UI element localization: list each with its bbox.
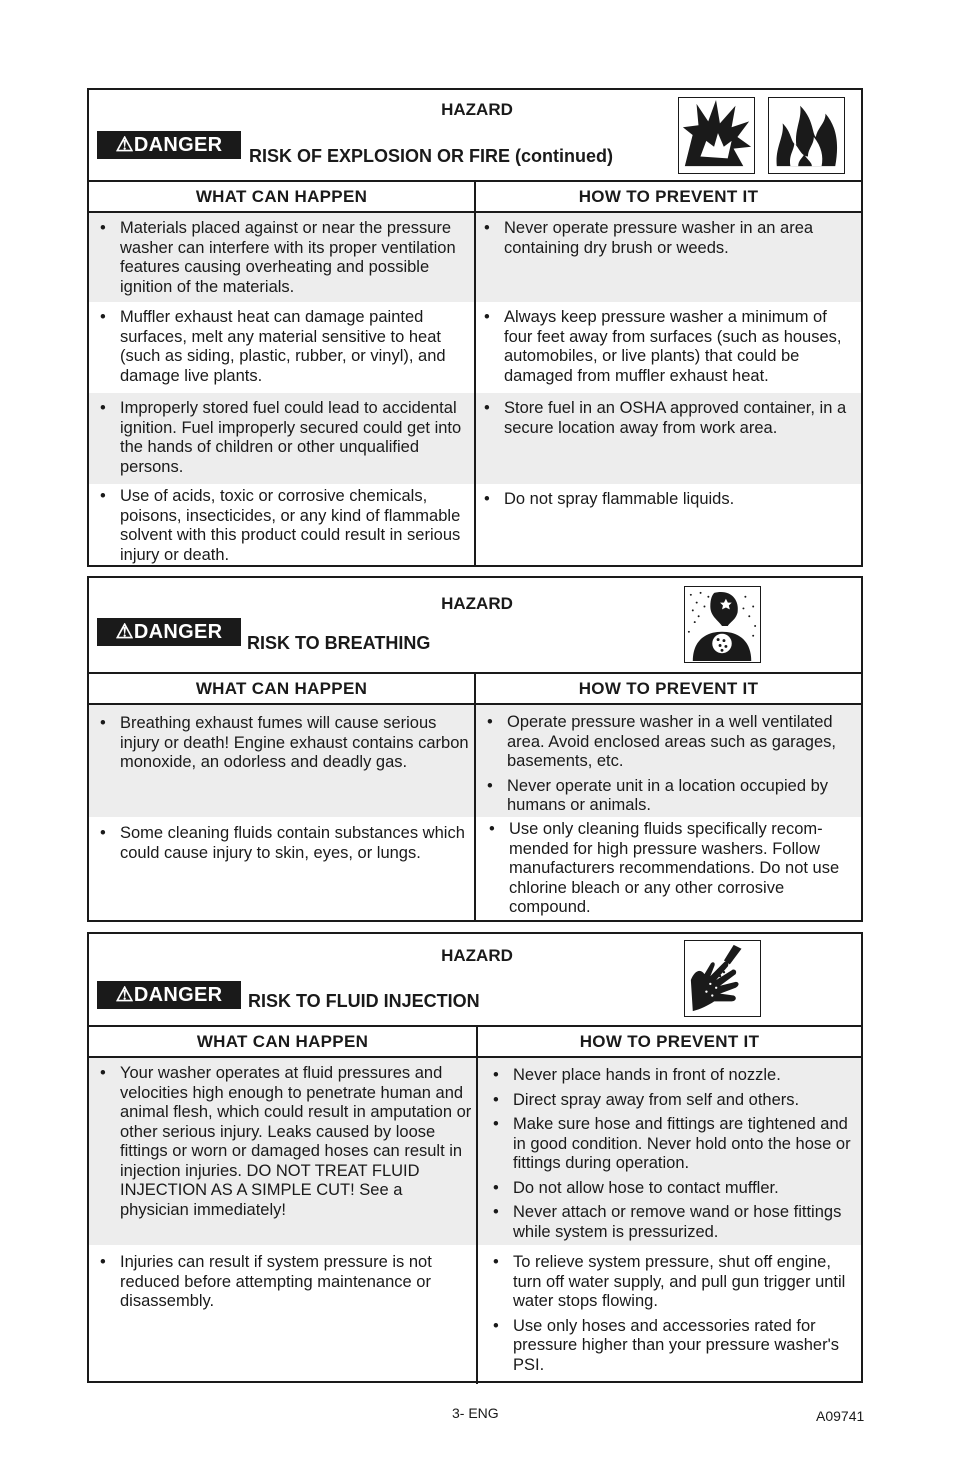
list-item: • Never operate pressure washer in an area containing dry brush or weeds. xyxy=(481,219,857,258)
risk-title: RISK TO BREATHING xyxy=(247,633,431,653)
list-item: • Injuries can result if system pressure is not reduced before attempting maintenance or disassembly. xyxy=(97,1253,472,1312)
how-cell xyxy=(476,817,861,922)
how-cell xyxy=(478,1058,861,1245)
list-item: • Never attach or remove wand or hose fittings while system is pressurized. xyxy=(490,1203,859,1242)
danger-label: DANGER xyxy=(133,984,223,1006)
list-item: • Direct spray away from self and others. xyxy=(490,1091,859,1111)
list-item: • Your washer operates at fluid pressures and velocities high enough to penetrate human and animal flesh, which could result in amputation or other serious injury. Leaks caused by loose fittings or worn or damaged hoses can result in injection injuries. DO NOT TREAT FLUID INJECTION AS A SIMPLE CUT! See a physician immediately! xyxy=(97,1064,472,1220)
list-item: • To relieve system pressure, shut off engine, turn off water supply, and pull gun trigger until water stops flowing. xyxy=(490,1253,857,1312)
list-item: • Never operate unit in a location occupied by humans or animals. xyxy=(484,777,857,816)
document-code: A09741 xyxy=(816,1408,865,1424)
what-cell xyxy=(89,302,476,393)
list-item: • Make sure hose and fittings are tightened and in good condition. Never hold onto the hose or fittings during operation. xyxy=(490,1115,859,1174)
list-item: • Use of acids, toxic or corrosive chemicals, poisons, insecticides, or any kind of flammable solvent with this product could result in serious injury or death. xyxy=(97,487,470,565)
table-row xyxy=(89,393,861,484)
what-cell xyxy=(89,817,476,922)
table-row xyxy=(89,705,861,817)
danger-label: DANGER xyxy=(133,621,223,643)
what-cell xyxy=(89,484,476,567)
what-cell xyxy=(89,1245,478,1384)
table-row xyxy=(89,1245,861,1384)
column-headers xyxy=(89,1027,861,1058)
danger-badge xyxy=(97,131,241,159)
how-cell xyxy=(478,1245,861,1384)
column-header-how: HOW TO PREVENT IT xyxy=(579,1032,760,1051)
hazard-label: HAZARD xyxy=(441,946,513,965)
list-item: • Muffler exhaust heat can damage painted surfaces, melt any material sensitive to heat (such as siding, plastic, rubber, or vinyl), and damage live plants. xyxy=(97,308,470,386)
risk-title: RISK TO FLUID INJECTION xyxy=(248,991,480,1011)
danger-badge xyxy=(97,981,241,1009)
table-row xyxy=(89,484,861,567)
column-header-what: WHAT CAN HAPPEN xyxy=(89,182,476,211)
list-item: • Materials placed against or near the pressure washer can interfere with its proper ventilation features causing overheating and possible ignition of the materials. xyxy=(97,219,470,297)
column-headers xyxy=(89,182,861,213)
warning-triangle-icon: ⚠ xyxy=(115,134,134,156)
how-cell xyxy=(476,302,861,393)
page-number: 3- ENG xyxy=(452,1405,499,1421)
hazard-section-breathing xyxy=(87,576,863,922)
how-cell xyxy=(476,393,861,484)
list-item: • Improperly stored fuel could lead to accidental ignition. Fuel improperly secured could get into the hands of children or other unqualified persons. xyxy=(97,399,470,477)
hand-injection-icon xyxy=(684,940,761,1017)
list-item: • Use only hoses and accessories rated for pressure higher than your pressure washer's PSI. xyxy=(490,1317,857,1376)
column-headers xyxy=(89,674,861,705)
how-cell xyxy=(476,484,861,567)
list-item: • Use only cleaning fluids specifically recom-mended for high pressure washers. Follow manufacturers recommendations. Do not use chlorine bleach or any other corrosive compound. xyxy=(486,820,857,918)
what-cell xyxy=(89,1058,478,1245)
section-header xyxy=(89,578,861,674)
warning-triangle-icon: ⚠ xyxy=(115,621,134,643)
column-header-how: HOW TO PREVENT IT xyxy=(578,679,759,698)
section-header xyxy=(89,90,861,182)
danger-badge xyxy=(97,618,241,646)
list-item: • Some cleaning fluids contain substances which could cause injury to skin, eyes, or lungs. xyxy=(97,824,470,863)
toxic-fumes-icon xyxy=(684,586,761,663)
warning-triangle-icon: ⚠ xyxy=(115,984,134,1006)
hazard-label: HAZARD xyxy=(441,594,513,613)
list-item: • Always keep pressure washer a minimum of four feet away from surfaces (such as houses, automobiles, or live plants) that could be damaged from muffler exhaust heat. xyxy=(481,308,857,386)
what-cell xyxy=(89,705,476,817)
risk-title: RISK OF EXPLOSION OR FIRE (continued) xyxy=(249,146,614,166)
table-row xyxy=(89,817,861,922)
fire-icon xyxy=(768,97,845,174)
hazard-section-explosion xyxy=(87,88,863,567)
list-item: • Do not spray flammable liquids. xyxy=(481,490,857,510)
explosion-icon xyxy=(678,97,755,174)
list-item: • Operate pressure washer in a well ventilated area. Avoid enclosed areas such as garages, basements, etc. xyxy=(484,713,857,772)
list-item: • Breathing exhaust fumes will cause serious injury or death! Engine exhaust contains carbon monoxide, an odorless and deadly gas. xyxy=(97,714,470,773)
column-header-how: HOW TO PREVENT IT xyxy=(578,187,759,206)
table-row xyxy=(89,302,861,393)
hazard-section-fluid-injection xyxy=(87,932,863,1383)
list-item: • Do not allow hose to contact muffler. xyxy=(490,1179,859,1199)
column-header-what: WHAT CAN HAPPEN xyxy=(89,674,476,703)
table-row xyxy=(89,1058,861,1245)
what-cell xyxy=(89,393,476,484)
list-item: • Never place hands in front of nozzle. xyxy=(490,1066,859,1086)
table-row xyxy=(89,213,861,302)
how-cell xyxy=(476,705,861,817)
what-cell xyxy=(89,213,476,302)
column-header-what: WHAT CAN HAPPEN xyxy=(89,1027,478,1056)
hazard-label: HAZARD xyxy=(441,100,513,119)
danger-label: DANGER xyxy=(133,134,223,156)
list-item: • Store fuel in an OSHA approved container, in a secure location away from work area. xyxy=(481,399,857,438)
section-header xyxy=(89,934,861,1027)
how-cell xyxy=(476,213,861,302)
